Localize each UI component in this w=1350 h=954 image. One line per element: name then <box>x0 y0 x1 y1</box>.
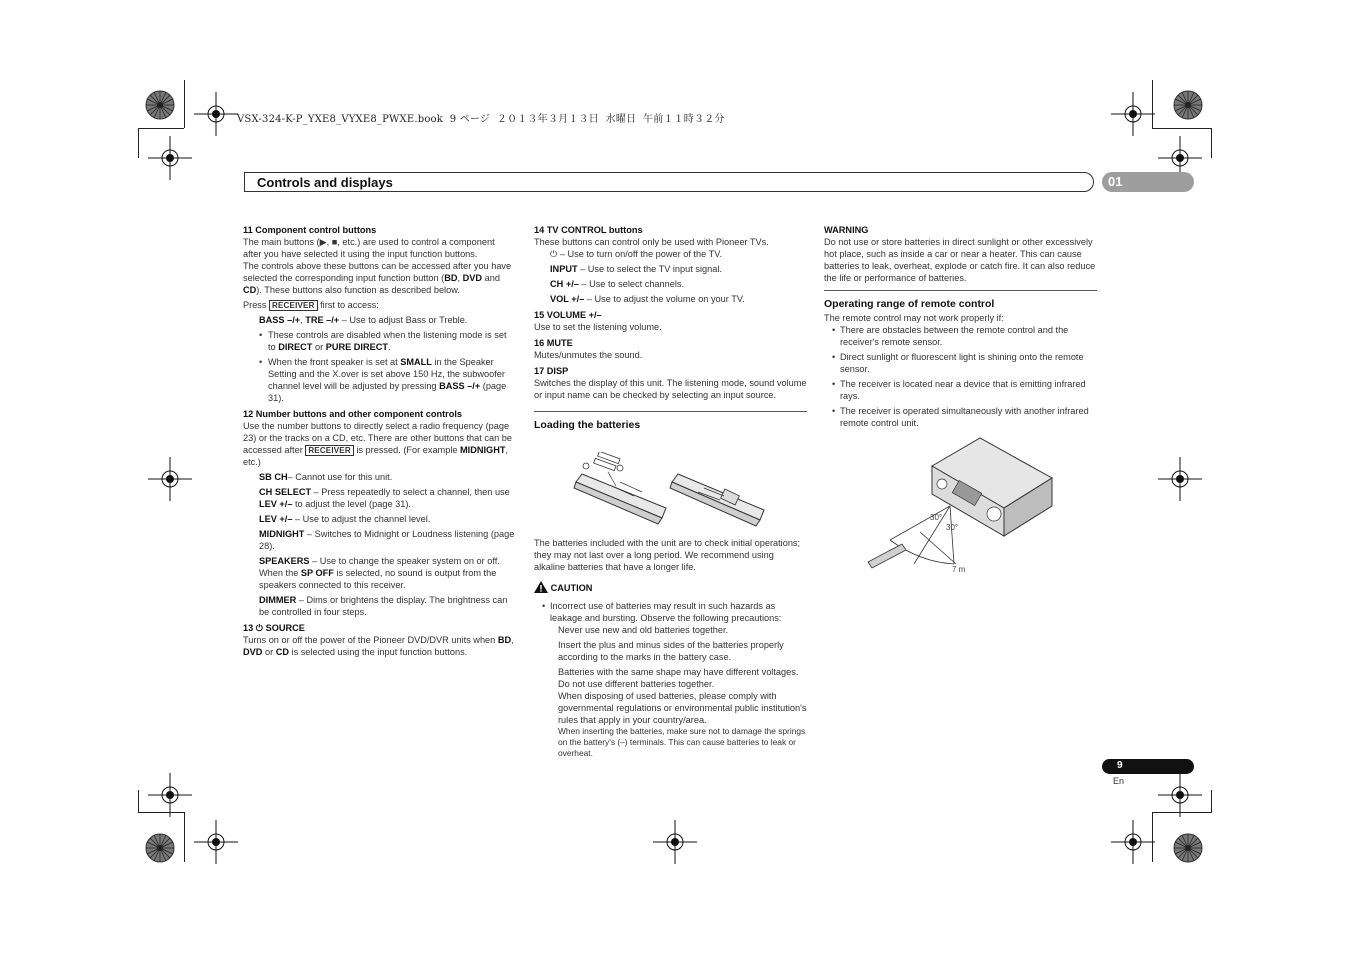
column-right <box>824 224 1097 429</box>
ch-select-item: CH SELECT – Press repeatedly to select a channel, then use LEV +/– to adjust the level (page 31). <box>259 487 510 509</box>
range-bullet: • Direct sunlight or fluorescent light is shining onto the remote sensor. <box>824 351 1097 375</box>
remote-range-illustration <box>862 436 1062 581</box>
caution-bullet: • Incorrect use of batteries may result in such hazards as leakage and bursting. Observe the following precautions: <box>534 600 807 624</box>
receiver-key-label: RECEIVER <box>269 300 318 311</box>
caution-heading: CAUTION <box>534 581 807 594</box>
section-15-title: 15 VOLUME +/– <box>534 310 602 320</box>
registration-target-icon <box>194 820 238 864</box>
column-middle-lower <box>534 537 807 759</box>
column-middle <box>534 224 807 432</box>
range-bullet: • The receiver is located near a device that is emitting infrared rays. <box>824 378 1097 402</box>
section-11-title: 11 Component control buttons <box>243 225 377 235</box>
registration-target-icon <box>1158 457 1202 501</box>
battery-loading-illustration <box>572 452 772 534</box>
range-bullet: • The receiver is operated simultaneously with another infrared remote control unit. <box>824 405 1097 429</box>
loading-batteries-title: Loading the batteries <box>534 419 641 431</box>
registration-target-icon <box>1111 820 1155 864</box>
starburst-target-icon <box>1172 832 1204 864</box>
header-bar <box>244 172 1094 192</box>
crop-mark <box>1211 128 1212 158</box>
section-12-title: 12 Number buttons and other component controls <box>243 409 462 419</box>
starburst-target-icon <box>144 832 176 864</box>
section-12-paragraph: Use the number buttons to directly select a radio frequency (page 23) or the tracks on a CD, etc. There are other buttons that can be accessed after RECEIVER is pressed. (For example MIDNIGHT, etc.) <box>243 421 512 467</box>
crop-mark <box>1211 790 1212 812</box>
page-language: En <box>1113 776 1125 786</box>
chapter-tab <box>1102 172 1194 192</box>
dimmer-item: DIMMER – Dims or brightens the display. The brightness can be controlled in four steps. <box>259 595 508 617</box>
caution-line: When disposing of used batteries, please comply with governmental regulations or environmental public institution's rules that apply in your country/area. <box>558 691 807 725</box>
warning-paragraph: Do not use or store batteries in direct sunlight or other excessively hot place, such as inside a car or near a heater. This can cause batteries to leak, overheat, explode or catch fire. It can also reduce the life or performance of batteries. <box>824 237 1096 283</box>
tv-channel-item: CH +/– – Use to select channels. <box>550 279 685 289</box>
column-left <box>243 224 515 658</box>
lev-item: LEV +/– – Use to adjust the channel level. <box>259 514 431 524</box>
speakers-item: SPEAKERS – Use to change the speaker system on or off. When the SP OFF is selected, no sound is output from the speakers connected to this receiver. <box>259 556 500 590</box>
section-14-title: 14 TV CONTROL buttons <box>534 225 643 235</box>
loading-batteries-paragraph: The batteries included with the unit are to check initial operations; they may not last over a long period. We recommend using alkaline batteries that have a longer life. <box>534 538 801 572</box>
page-title: Controls and displays <box>257 175 393 190</box>
section-15-paragraph: Use to set the listening volume. <box>534 322 662 332</box>
warning-triangle-icon <box>534 581 548 593</box>
section-13-title: 13 ⏻ SOURCE <box>243 623 305 633</box>
tv-volume-item: VOL +/– – Use to adjust the volume on your TV. <box>550 294 745 304</box>
registration-target-icon <box>1111 92 1155 136</box>
angle-label: 30° <box>946 523 959 532</box>
registration-target-icon <box>148 457 192 501</box>
press-receiver-note: Press RECEIVER first to access: <box>243 300 379 310</box>
registration-target-icon <box>148 136 192 180</box>
caution-line: Never use new and old batteries together. <box>558 625 729 635</box>
angle-label: 30° <box>930 513 943 522</box>
page-number-tab <box>1102 759 1194 774</box>
crop-mark <box>1152 128 1212 129</box>
section-14-paragraph: These buttons can control only be used with Pioneer TVs. <box>534 237 769 247</box>
registration-target-icon <box>1158 773 1202 817</box>
operating-range-title: Operating range of remote control <box>824 298 995 310</box>
section-17-title: 17 DISP <box>534 366 569 376</box>
midnight-item: MIDNIGHT – Switches to Midnight or Loudness listening (page 28). <box>259 529 515 551</box>
caution-line: When inserting the batteries, make sure not to damage the springs on the battery's (–) terminals. This can cause batteries to leak or overheat. <box>558 726 806 758</box>
section-11-paragraph: The main buttons (▶, ■, etc.) are used to control a component after you have selected it using the input function buttons. <box>243 237 495 259</box>
registration-target-icon <box>148 773 192 817</box>
section-16-title: 16 MUTE <box>534 338 573 348</box>
chapter-number: 01 <box>1108 174 1123 189</box>
section-13-paragraph: Turns on or off the power of the Pioneer DVD/DVR units when BD, DVD or CD is selected using the input function buttons. <box>243 635 514 657</box>
starburst-target-icon <box>1172 89 1204 121</box>
range-bullet: • There are obstacles between the remote control and the receiver's remote sensor. <box>824 324 1097 348</box>
receiver-key-label: RECEIVER <box>305 445 354 456</box>
starburst-target-icon <box>144 89 176 121</box>
registration-target-icon <box>194 92 238 136</box>
bullet-item: • These controls are disabled when the listening mode is set to DIRECT or PURE DIRECT. <box>243 329 515 353</box>
crop-mark <box>184 80 185 128</box>
warning-title: WARNING <box>824 225 869 235</box>
distance-label: 7 m <box>952 565 966 574</box>
bass-treble-item: BASS –/+, TRE –/+ – Use to adjust Bass or Treble. <box>259 315 468 325</box>
registration-target-icon <box>653 820 697 864</box>
operating-range-paragraph: The remote control may not work properly if: <box>824 313 1004 323</box>
crop-mark <box>184 812 185 862</box>
section-11-paragraph-2: The controls above these buttons can be accessed after you have selected the corresponding input function button (BD, DVD and CD). These buttons also function as described below. <box>243 261 512 295</box>
crop-mark <box>138 128 184 129</box>
bullet-item: • When the front speaker is set at SMALL in the Speaker Setting and the X.over is set above 150 Hz, the subwoofer channel level will be adjusted by pressing BASS –/+ (page 31). <box>243 356 515 404</box>
tv-power-item: ⏻ – Use to turn on/off the power of the TV. <box>550 249 723 259</box>
caution-line: Insert the plus and minus sides of the batteries properly according to the marks in the battery case. <box>558 640 784 662</box>
book-info: VSX-324-K-P_YXE8_VYXE8_PWXE.book 9 ページ ２０１３年３月１３日 水曜日 午前１１時３２分 <box>237 114 725 125</box>
page-number: 9 <box>1117 760 1123 771</box>
crop-mark <box>138 128 139 158</box>
sb-ch-item: SB CH– Cannot use for this unit. <box>259 472 393 482</box>
section-16-paragraph: Mutes/unmutes the sound. <box>534 350 643 360</box>
crop-mark <box>138 790 139 812</box>
tv-input-item: INPUT – Use to select the TV input signal. <box>550 264 722 274</box>
section-17-paragraph: Switches the display of this unit. The listening mode, sound volume or input name can be checked by selecting an input source. <box>534 378 807 400</box>
caution-line: Batteries with the same shape may have different voltages. Do not use different batteries together. <box>558 667 799 689</box>
